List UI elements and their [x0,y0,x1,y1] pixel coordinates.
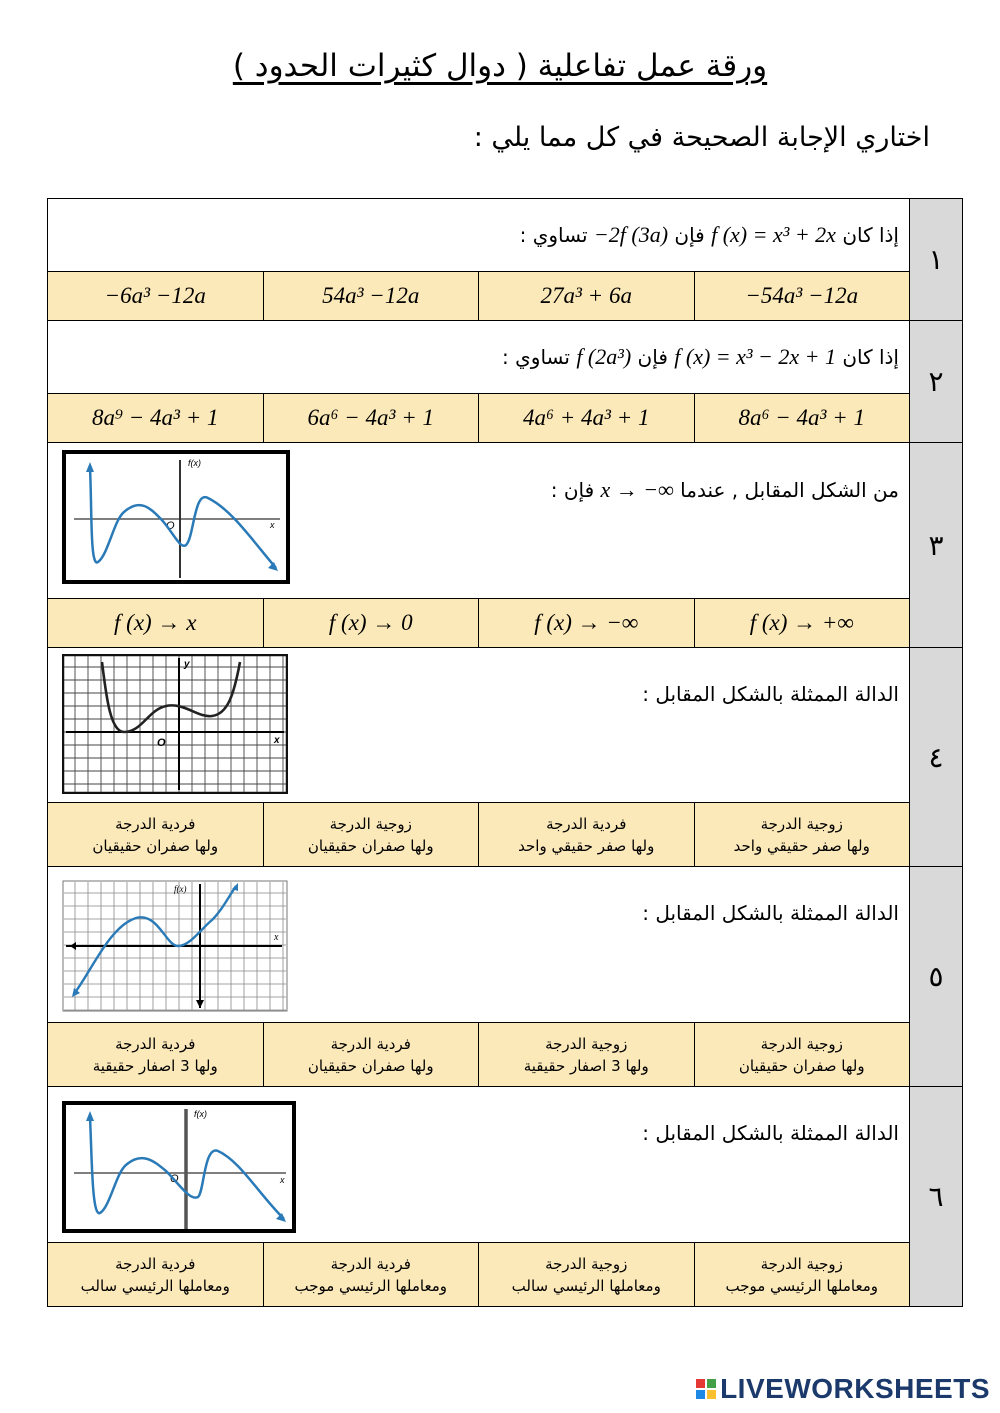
question-3-prompt: من الشكل المقابل , عندما x → −∞ فإن : f(x) x O [48,443,910,599]
q4-option-3[interactable]: زوجية الدرجة ولها صفران حقيقيان [263,803,479,867]
q1-option-2[interactable]: 27a³ + 6a [479,272,695,321]
q4-option-2[interactable]: فردية الدرجة ولها صفر حقيقي واحد [479,803,695,867]
q5-option-2[interactable]: زوجية الدرجة ولها 3 اصفار حقيقية [479,1023,695,1087]
q3-graph-origin-label: O [166,520,175,532]
question-number-1: ١ [910,199,963,321]
question-number-2: ٢ [910,321,963,443]
liveworksheets-brand-text: LIVEWORKSHEETS [720,1373,990,1404]
q4-option-1[interactable]: زوجية الدرجة ولها صفر حقيقي واحد [694,803,910,867]
q5-graph [62,880,288,1012]
q4-graph-x-label: x [274,735,280,746]
q6-graph [62,1101,296,1233]
options-row-3 [48,599,963,648]
questions-table [47,198,963,1307]
q5-option-4[interactable]: فردية الدرجة ولها 3 اصفار حقيقية [48,1023,264,1087]
question-number-6: ٦ [910,1087,963,1307]
q1-option-1[interactable]: −54a³ −12a [694,272,910,321]
options-row-4 [48,803,963,867]
question-row-1 [48,199,963,272]
logo-square-3 [696,1390,705,1399]
q2-option-1[interactable]: 8a⁶ − 4a³ + 1 [694,394,910,443]
q3-graph-x-label: x [270,520,275,530]
q2-option-2[interactable]: 4a⁶ + 4a³ + 1 [479,394,695,443]
q6-graph-y-label: f(x) [194,1109,207,1119]
q3-option-3[interactable]: f (x) → 0 [263,599,479,648]
logo-square-1 [696,1379,705,1388]
q4-graph-y-label: y [184,659,190,670]
q3-option-4[interactable]: f (x) → x [48,599,264,648]
question-row-2 [48,321,963,394]
question-number-3: ٣ [910,443,963,648]
question-row-4 [48,648,963,803]
q1-option-3[interactable]: 54a³ −12a [263,272,479,321]
q6-option-4[interactable]: فردية الدرجة ومعاملها الرئيسي سالب [48,1243,264,1307]
worksheet-title: ورقة عمل تفاعلية ( دوال كثيرات الحدود ) [232,48,768,84]
question-number-4: ٤ [910,648,963,867]
q5-option-3[interactable]: فردية الدرجة ولها صفران حقيقيان [263,1023,479,1087]
question-row-5 [48,867,963,1023]
q3-option-1[interactable]: f (x) → +∞ [694,599,910,648]
question-row-3 [48,443,963,599]
instruction-text: اختاري الإجابة الصحيحة في كل مما يلي : [473,122,930,153]
options-row-2 [48,394,963,443]
q2-option-4[interactable]: 8a⁹ − 4a³ + 1 [48,394,264,443]
q3-graph-y-label: f(x) [188,458,201,468]
q3-graph [62,450,290,584]
q6-option-3[interactable]: فردية الدرجة ومعاملها الرئيسي موجب [263,1243,479,1307]
q4-graph-origin-label: O [157,737,166,749]
q2-option-3[interactable]: 6a⁶ − 4a³ + 1 [263,394,479,443]
q5-graph-x-label: x [274,932,279,943]
q6-option-2[interactable]: زوجية الدرجة ومعاملها الرئيسي سالب [479,1243,695,1307]
options-row-1 [48,272,963,321]
options-row-5 [48,1023,963,1087]
question-6-prompt: الدالة الممثلة بالشكل المقابل : f(x) x O [48,1087,910,1243]
question-row-6 [48,1087,963,1243]
q6-option-1[interactable]: زوجية الدرجة ومعاملها الرئيسي موجب [694,1243,910,1307]
logo-square-2 [707,1379,716,1388]
q5-graph-y-label: f(x) [174,884,187,894]
q6-graph-origin-label: O [170,1173,179,1185]
question-5-prompt: الدالة الممثلة بالشكل المقابل : f(x) x [48,867,910,1023]
options-row-6 [48,1243,963,1307]
question-number-5: ٥ [910,867,963,1087]
q3-option-2[interactable]: f (x) → −∞ [479,599,695,648]
liveworksheets-logo-icon [696,1379,716,1399]
q4-graph [62,654,288,794]
question-2-prompt: إذا كان f (x) = x³ − 2x + 1 فإن f (2a³) تساوي : [48,321,910,394]
q5-option-1[interactable]: زوجية الدرجة ولها صفران حقيقيان [694,1023,910,1087]
q4-option-4[interactable]: فردية الدرجة ولها صفران حقيقيان [48,803,264,867]
logo-square-4 [707,1390,716,1399]
q1-option-4[interactable]: −6a³ −12a [48,272,264,321]
question-1-prompt: إذا كان f (x) = x³ + 2x فإن −2f (3a) تساوي : [48,199,910,272]
q6-graph-x-label: x [280,1175,285,1185]
liveworksheets-logo[interactable] [696,1373,990,1405]
question-4-prompt: الدالة الممثلة بالشكل المقابل : y x O [48,648,910,803]
